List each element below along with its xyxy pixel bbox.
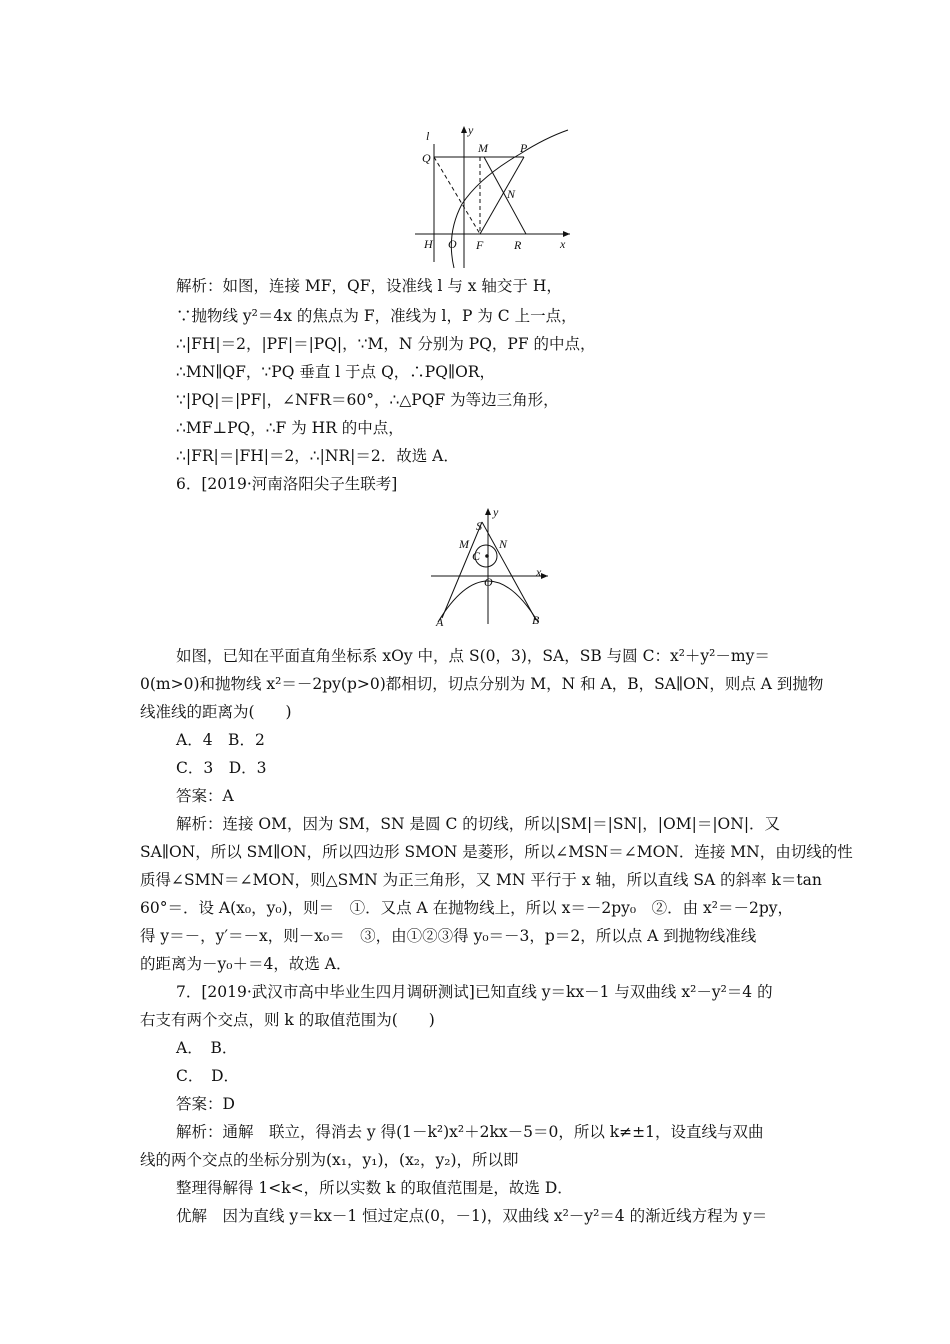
option-line: C．3 D．3 — [176, 759, 267, 777]
fig2-label-A: A — [436, 615, 444, 626]
fig2-label-O: O — [484, 575, 493, 589]
text-line: SA∥ON，所以 SM∥ON，所以四边形 SMON 是菱形，所以∠MSN＝∠MON．连接 MN，由切线的性 — [140, 843, 853, 861]
option-line: C． D． — [176, 1067, 240, 1085]
fig1-label-Q: Q — [422, 151, 431, 165]
text-line: ∴MN∥QF，∵PQ 垂直 l 于点 Q，∴PQ∥OR， — [176, 363, 495, 381]
text-line: ∴|FH|＝2，|PF|＝|PQ|，∵M，N 分别为 PQ，PF 的中点， — [176, 335, 596, 353]
option-line: A．4 B．2 — [176, 731, 265, 749]
answer-line: 答案：A — [176, 787, 234, 805]
text-line: 整理得解得 1<k<，所以实数 k 的取值范围是，故选 D． — [176, 1179, 573, 1197]
text-line: 得 y＝－，y′＝－x，则－x₀＝ ③，由①②③得 y₀＝－3，p＝2，所以点 A 到抛物线准线 — [140, 927, 757, 945]
text-line: 0(m>0)和抛物线 x²＝－2py(p>0)都相切，切点分别为 M，N 和 A，B，SA∥ON，则点 A 到抛物 — [140, 675, 824, 693]
text-line: ∴MF⊥PQ，∴F 为 HR 的中点， — [176, 419, 404, 437]
fig2-label-B: B — [532, 613, 540, 626]
text-line: 优解 因为直线 y＝kx－1 恒过定点(0，－1)，双曲线 x²－y²＝4 的渐近线方程为 y＝ — [176, 1207, 768, 1225]
text-line: ∵|PQ|＝|PF|，∠NFR＝60°，∴△PQF 为等边三角形， — [176, 391, 559, 409]
question-heading: 7．[2019·武汉市高中毕业生四月调研测试]已知直线 y＝kx－1 与双曲线 x²－y²＝4 的 — [176, 983, 773, 1001]
fig1-label-l: l — [426, 129, 430, 143]
text-line: 质得∠SMN＝∠MON，则△SMN 为正三角形，又 MN 平行于 x 轴，所以直线 SA 的斜率 k＝tan — [140, 871, 822, 889]
question-heading: 6．[2019·河南洛阳尖子生联考] — [176, 475, 398, 493]
fig1-label-R: R — [514, 238, 522, 252]
text-line: 解析：如图，连接 MF，QF，设准线 l 与 x 轴交于 H， — [176, 277, 562, 295]
text-line: 线的两个交点的坐标分别为(x₁，y₁)，(x₂，y₂)，所以即 — [140, 1151, 519, 1169]
text-line: 右支有两个交点，则 k 的取值范围为( ) — [140, 1011, 435, 1029]
figure-circle-parabola — [426, 504, 556, 626]
answer-line: 答案：D — [176, 1095, 235, 1113]
fig1-label-H: H — [424, 237, 433, 251]
fig1-label-y: y — [468, 123, 474, 137]
fig2-label-y: y — [493, 505, 499, 519]
fig2-label-x: x — [536, 565, 542, 579]
text-line: 解析：通解 联立，得消去 y 得(1－k²)x²＋2kx－5＝0，所以 k≠±1，设直线与双曲 — [176, 1123, 764, 1141]
fig2-label-C: C — [472, 549, 481, 563]
fig1-label-O: O — [448, 237, 457, 251]
text-line: 线准线的距离为( ) — [140, 703, 292, 721]
option-line: A． B． — [176, 1039, 238, 1057]
text-line: ∵抛物线 y²＝4x 的焦点为 F，准线为 l，P 为 C 上一点， — [176, 307, 577, 325]
fig1-label-x: x — [560, 237, 566, 251]
fig2-label-M: M — [459, 537, 469, 551]
text-line: ∴|FR|＝|FH|＝2，∴|NR|＝2．故选 A． — [176, 447, 459, 465]
fig1-label-P: P — [520, 141, 528, 155]
fig2-label-N: N — [499, 537, 508, 551]
text-line: 解析：连接 OM，因为 SM，SN 是圆 C 的切线，所以|SM|＝|SN|，|OM|＝|ON|．又 — [176, 815, 781, 833]
text-line: 60°＝．设 A(x₀，y₀)，则＝ ①．又点 A 在抛物线上，所以 x＝－2py₀ ②．由 x²＝－2py， — [140, 899, 794, 917]
fig2-label-S: S — [476, 519, 482, 533]
figure-parabola-focus — [410, 122, 580, 272]
fig1-label-N: N — [507, 187, 516, 201]
fig1-label-M: M — [478, 141, 488, 155]
text-line: 的距离为－y₀＋＝4，故选 A． — [140, 955, 352, 973]
fig1-label-F: F — [476, 238, 484, 252]
text-line: 如图，已知在平面直角坐标系 xOy 中，点 S(0，3)，SA，SB 与圆 C：x²＋y²－my＝ — [176, 647, 770, 665]
